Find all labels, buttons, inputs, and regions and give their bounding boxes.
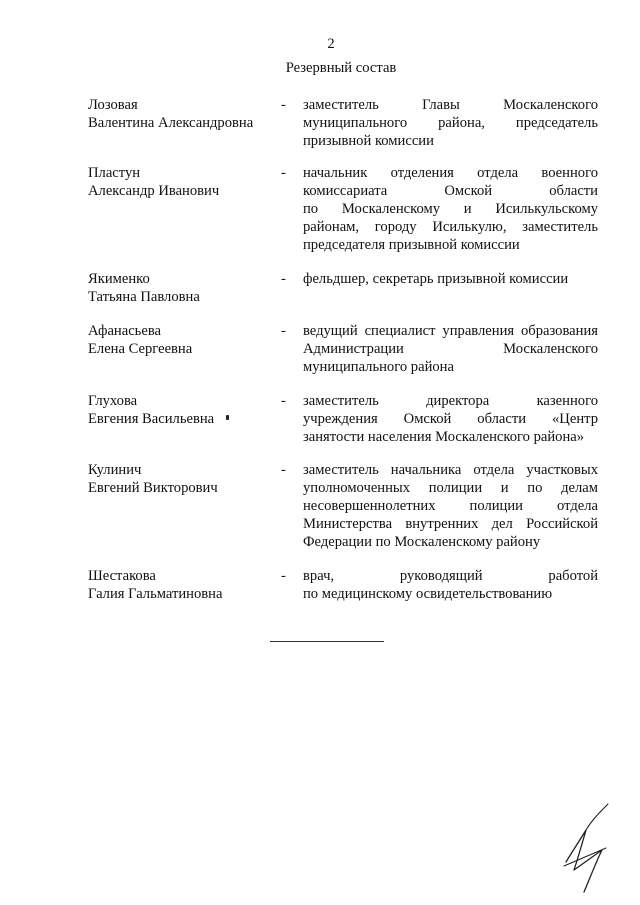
stray-ink-mark <box>226 415 229 420</box>
member-role <box>303 164 598 254</box>
role-line: занятости населения Москаленского района» <box>303 429 585 445</box>
member-name <box>88 322 268 358</box>
member-surname: Якименко <box>88 271 150 287</box>
dash: - <box>281 97 286 113</box>
dash: - <box>281 462 286 478</box>
page-number: 2 <box>327 36 335 52</box>
dash: - <box>281 165 286 181</box>
role-line: районам, городу Исилькулю, заместитель <box>303 219 598 235</box>
member-role <box>303 392 598 446</box>
dash: - <box>281 568 286 584</box>
member-given-names: Галия Гальматиновна <box>88 586 223 602</box>
role-line: комиссариата Омской области <box>303 183 598 199</box>
role-line: муниципального района <box>303 359 454 375</box>
dash: - <box>281 323 286 339</box>
role-line: несовершеннолетних полиции отдела <box>303 498 598 514</box>
role-line: ведущий специалист управления образования <box>303 323 598 339</box>
role-line: муниципального района, председатель <box>303 115 598 131</box>
dash: - <box>281 393 286 409</box>
role-line: Министерства внутренних дел Российской <box>303 516 598 532</box>
member-surname: Кулинич <box>88 462 142 478</box>
dash: - <box>281 271 286 287</box>
role-line: заместитель Главы Москаленского <box>303 97 598 113</box>
member-surname: Афанасьева <box>88 323 161 339</box>
member-surname: Глухова <box>88 393 138 409</box>
role-line: по медицинскому освидетельствованию <box>303 586 553 602</box>
role-line: Администрации Москаленского <box>303 341 598 357</box>
member-role <box>303 567 598 603</box>
member-given-names: Александр Иванович <box>88 183 220 199</box>
role-line: уполномоченных полиции и по делам <box>303 480 598 496</box>
member-given-names: Елена Сергеевна <box>88 341 193 357</box>
member-surname: Пластун <box>88 165 141 181</box>
member-name <box>88 270 268 306</box>
member-given-names: Евгения Васильевна <box>88 411 215 427</box>
role-line: начальник отделения отдела военного <box>303 165 598 181</box>
member-given-names: Евгений Викторович <box>88 480 218 496</box>
member-name <box>88 461 268 497</box>
member-surname: Шестакова <box>88 568 156 584</box>
member-role <box>303 96 598 150</box>
member-name <box>88 567 268 603</box>
member-name <box>88 96 268 132</box>
role-line: Федерации по Москаленскому району <box>303 534 541 550</box>
role-line: заместитель директора казенного <box>303 393 598 409</box>
member-role <box>303 270 598 288</box>
member-role <box>303 461 598 551</box>
member-name <box>88 392 268 428</box>
role-line: председателя призывной комиссии <box>303 237 520 253</box>
role-line: заместитель начальника отдела участковых <box>303 462 598 478</box>
member-given-names: Валентина Александровна <box>88 115 254 131</box>
section-title: Резервный состав <box>285 60 397 76</box>
handwritten-signature <box>556 800 616 896</box>
end-separator-line <box>270 641 384 642</box>
role-line: по Москаленскому и Исилькульскому <box>303 201 598 217</box>
member-given-names: Татьяна Павловна <box>88 289 200 305</box>
role-line: учреждения Омской области «Центр <box>303 411 598 427</box>
member-name <box>88 164 268 200</box>
member-role <box>303 322 598 376</box>
role-line: врач, руководящий работой <box>303 568 598 584</box>
member-surname: Лозовая <box>88 97 138 113</box>
role-line: призывной комиссии <box>303 133 434 149</box>
role-line: фельдшер, секретарь призывной комиссии <box>303 271 569 287</box>
